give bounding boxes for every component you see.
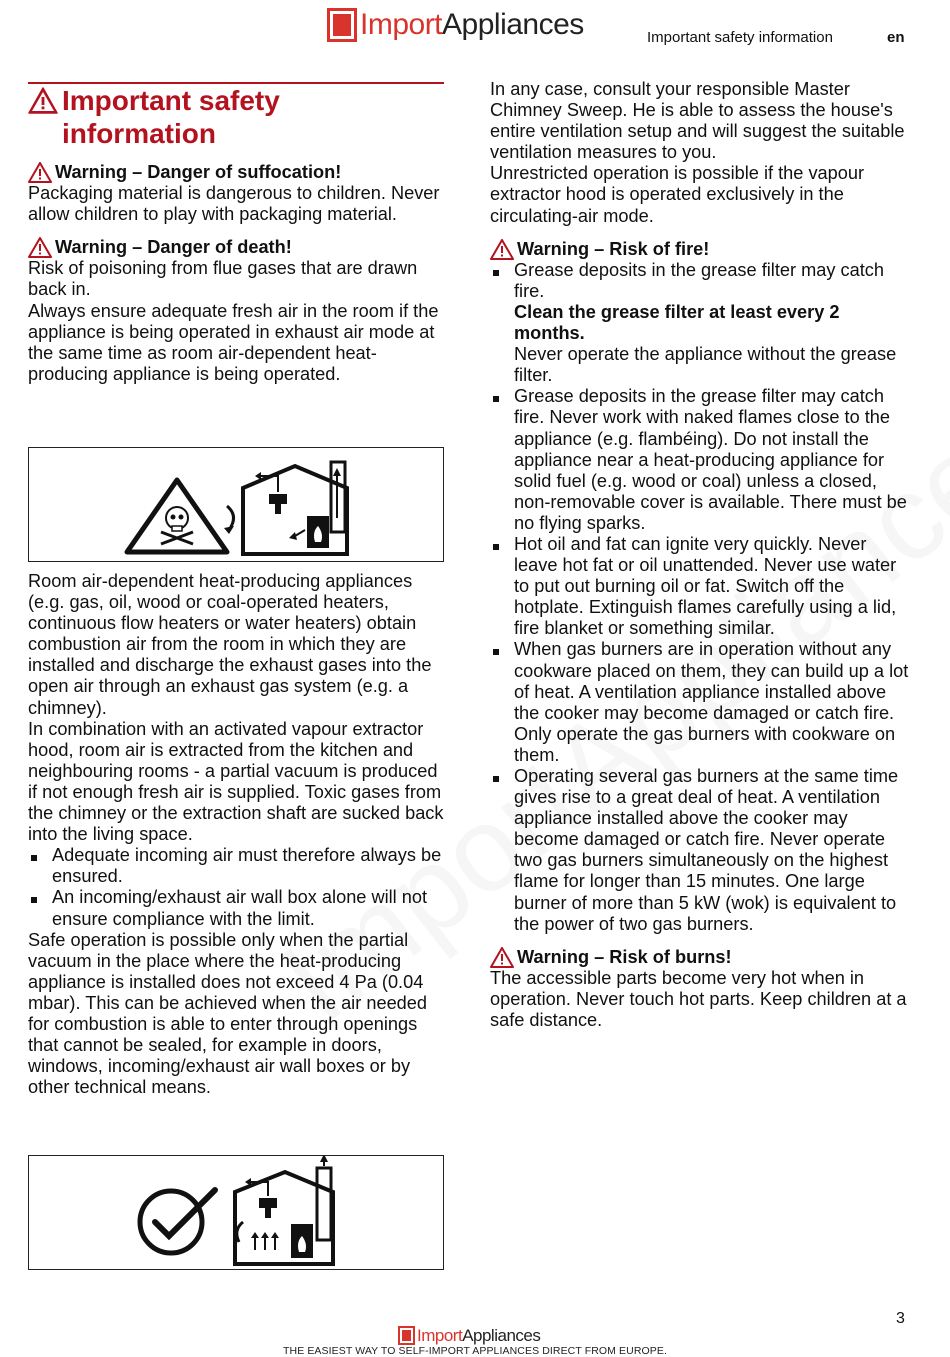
paragraph-room-air: Room air-dependent heat-producing appliances (e.g. gas, oil, wood or coal-operated heaters, continuous flow heaters or water heaters) obtain combustion air from the room in which they are installed and discharge the exhaust gases into the open air through an exhaust gas system (e.g. a chimney).: [28, 571, 432, 718]
warning-suffocation-text: Packaging material is dangerous to children. Never allow children to play with packaging material.: [28, 183, 440, 225]
header-section-title: Important safety information: [647, 29, 833, 46]
footer-tagline: THE EASIEST WAY TO SELF-IMPORT APPLIANCES DIRECT FROM EUROPE.: [283, 1345, 667, 1357]
left-bullet-list: [28, 845, 448, 929]
paragraph-safe-operation: Safe operation is possible only when the partial vacuum in the place where the heat-producing appliance is installed does not exceed 4 Pa (0.04 mbar). This can be achieved when the air needed for combustion is able to enter through openings that cannot be sealed, for example in doors, windows, incoming/exhaust air wall boxes or by other technical means.: [28, 929, 428, 1098]
list-item: Grease deposits in the grease filter may catch fire. Clean the grease filter at least every 2 months. Never operate the appliance without the grease filter.: [490, 260, 910, 387]
figure-safe: [28, 1155, 444, 1270]
skull-hazard-icon: [127, 480, 227, 552]
logo-import-text: Import: [360, 8, 443, 41]
left-column: [28, 84, 448, 385]
title-line-1: Important safety: [62, 85, 280, 116]
list-item: Grease deposits in the grease filter may catch fire. Never work with naked flames close to the appliance (e.g. flambéing). Do not install the appliance near a heat-producing appliance for solid fuel (e.g. wood or coal) unless a closed, non-removable cover is available. There must be no flying sparks.: [490, 386, 910, 534]
house-diagram-icon: [29, 448, 443, 561]
list-item: An incoming/exhaust air wall box alone will not ensure compliance with the limit.: [28, 887, 448, 929]
list-item: When gas burners are in operation without any cookware placed on them, they can build up a lot of heat. A ventilation appliance installed above the cooker may become damaged or catch fire. Only operate the gas burners with cookware on them.: [490, 639, 910, 766]
warning-triangle-icon: [28, 162, 52, 183]
house-diagram-icon: [29, 1156, 443, 1269]
fire-bullet-list: [490, 260, 910, 935]
warning-triangle-icon: [490, 947, 514, 968]
warning-burns-heading: Warning – Risk of burns!: [490, 947, 910, 968]
list-item: Operating several gas burners at the same time gives rise to a great deal of heat. A ventilation appliance installed above the cooker may become damaged or catch fire. Never operate two gas burners simultaneously on the highest flame for longer than 15 minutes. One large burner of more than 5 kW (wok) is equivalent to the power of two gas burners.: [490, 766, 910, 935]
list-item: Hot oil and fat can ignite very quickly. Never leave hot fat or oil unattended. Never use water to put out burning oil or fat. Switch off the hotplate. Extinguish flames carefully using a lid, fire blanket or something similar.: [490, 534, 910, 639]
header-logo[interactable]: [327, 8, 584, 42]
warning-death-text-2: Always ensure adequate fresh air in the room if the appliance is being operated in exhaust air mode at the same time as room air-dependent heat-producing appliance is being operated.: [28, 300, 439, 384]
figure-danger: [28, 447, 444, 562]
logo-square-icon: [398, 1326, 415, 1345]
title-line-2: information: [62, 118, 216, 149]
warning-triangle-icon: [490, 239, 514, 260]
logo-appliances-text: Appliances: [442, 8, 584, 41]
paragraph-unrestricted: Unrestricted operation is possible if the vapour extractor hood is operated exclusively in the circulating-air mode.: [490, 163, 865, 226]
warning-burns-text: The accessible parts become very hot when in operation. Never touch hot parts. Keep children at a safe distance.: [490, 967, 907, 1031]
paragraph-chimney-sweep: In any case, consult your responsible Master Chimney Sweep. He is able to assess the house's entire ventilation setup and will suggest the suitable ventilation measures to you.: [490, 79, 905, 163]
left-column-lower: [28, 571, 448, 1098]
grease-filter-bold-instruction: Clean the grease filter at least every 2 months.: [514, 301, 840, 344]
footer-logo[interactable]: ImportAppliances: [398, 1326, 540, 1345]
warning-fire-heading: Warning – Risk of fire!: [490, 239, 910, 260]
page-number: 3: [896, 1310, 905, 1327]
warning-death-heading: Warning – Danger of death!: [28, 237, 448, 258]
page-title: [28, 84, 448, 150]
list-item: Adequate incoming air must therefore always be ensured.: [28, 845, 448, 887]
checkmark-icon: [140, 1190, 215, 1253]
header-language: en: [887, 29, 905, 46]
warning-triangle-icon: [28, 87, 58, 114]
warning-suffocation-heading: Warning – Danger of suffocation!: [28, 162, 448, 183]
right-column: [490, 79, 910, 1031]
warning-death-text-1: Risk of poisoning from flue gases that are drawn back in.: [28, 258, 418, 300]
logo-square-icon: [327, 8, 357, 42]
warning-triangle-icon: [28, 237, 52, 258]
paragraph-combination: In combination with an activated vapour extractor hood, room air is extracted from the kitchen and neighbouring rooms - a partial vacuum is produced if not enough fresh air is supplied. Toxic gases from the chimney or the extraction shaft are sucked back into the living space.: [28, 718, 444, 845]
